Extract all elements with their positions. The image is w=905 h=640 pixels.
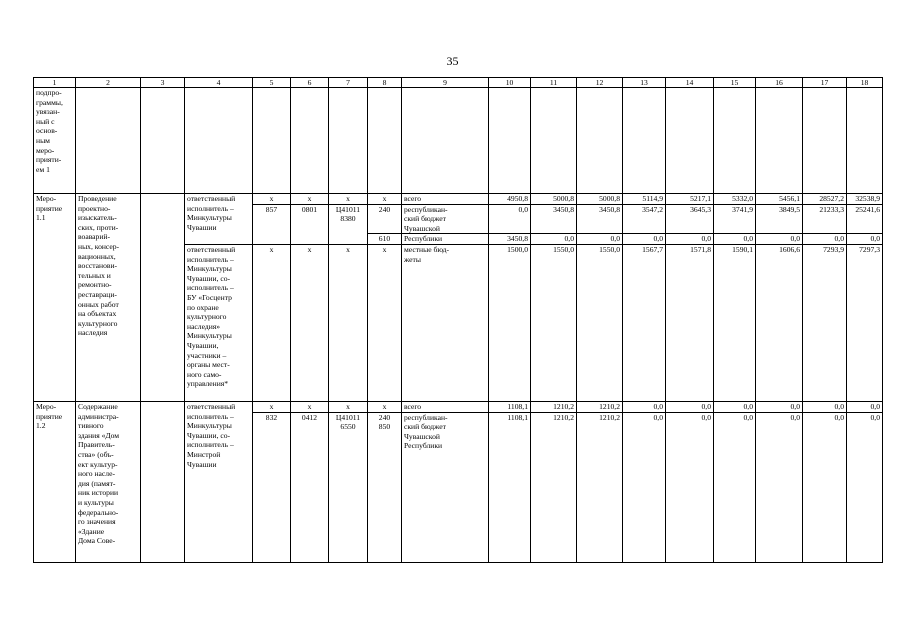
table-row bbox=[34, 194, 883, 205]
target-code: x bbox=[329, 401, 368, 412]
section-code: 0801 bbox=[291, 204, 329, 244]
column-number-11: 11 bbox=[531, 78, 577, 88]
budget-table bbox=[33, 77, 883, 563]
amount-cell: 7293,9 bbox=[803, 244, 847, 401]
empty-cell bbox=[141, 194, 185, 402]
target-code: Ц41011 8380 bbox=[329, 204, 368, 244]
column-number-row bbox=[34, 78, 883, 88]
amount-cell: 3450,8 bbox=[489, 234, 531, 245]
column-number-7: 7 bbox=[329, 78, 368, 88]
amount-cell: 0,0 bbox=[847, 412, 883, 562]
amount-cell: 0,0 bbox=[531, 234, 577, 245]
amount-cell: 4950,8 bbox=[489, 194, 531, 205]
amount-cell: 1210,2 bbox=[531, 401, 577, 412]
gov-code: 857 bbox=[253, 204, 291, 244]
column-number-6: 6 bbox=[291, 78, 329, 88]
amount-cell: 0,0 bbox=[623, 234, 666, 245]
measure-title: Проведение проектно- изыскатель- ских, проти- воаварий- ных, консер- вационных, восстанови- тельных и ремонтно- реставраци- онных работ на объектах культурного наследия bbox=[76, 194, 141, 402]
funding-source: местные бюд- жеты bbox=[402, 244, 489, 401]
amount-cell: 3645,3 bbox=[666, 204, 714, 234]
column-number-10: 10 bbox=[489, 78, 531, 88]
column-number-5: 5 bbox=[253, 78, 291, 88]
amount-cell: 1606,6 bbox=[756, 244, 803, 401]
section-code: x bbox=[291, 244, 329, 401]
amount-cell: 3450,8 bbox=[531, 204, 577, 234]
amount-cell: 3741,9 bbox=[714, 204, 756, 234]
column-number-16: 16 bbox=[756, 78, 803, 88]
amount-cell: 25241,6 bbox=[847, 204, 883, 234]
funding-source: Республики bbox=[402, 234, 489, 245]
amount-cell: 5000,8 bbox=[531, 194, 577, 205]
funding-source: всего bbox=[402, 194, 489, 205]
table-row bbox=[34, 401, 883, 412]
amount-cell: 1567,7 bbox=[623, 244, 666, 401]
section-code: x bbox=[291, 401, 329, 412]
amount-cell: 1108,1 bbox=[489, 412, 531, 562]
expense-type: 240 850 bbox=[368, 412, 402, 562]
column-number-8: 8 bbox=[368, 78, 402, 88]
empty-cell bbox=[141, 401, 185, 562]
amount-cell: 32538,9 bbox=[847, 194, 883, 205]
amount-cell: 0,0 bbox=[714, 412, 756, 562]
amount-cell: 0,0 bbox=[714, 401, 756, 412]
column-number-9: 9 bbox=[402, 78, 489, 88]
amount-cell: 0,0 bbox=[714, 234, 756, 245]
executor-cell: ответственный исполнитель – Минкультуры Чувашии, со- исполнитель – Минстрой Чувашии bbox=[185, 401, 253, 562]
expense-type: 240 bbox=[368, 204, 402, 234]
amount-cell: 1571,8 bbox=[666, 244, 714, 401]
amount-cell: 5456,1 bbox=[756, 194, 803, 205]
measure-code: Меро- приятие 1.1 bbox=[34, 194, 76, 402]
column-number-2: 2 bbox=[76, 78, 141, 88]
amount-cell: 21233,3 bbox=[803, 204, 847, 234]
amount-cell: 0,0 bbox=[847, 234, 883, 245]
gov-code: x bbox=[253, 244, 291, 401]
amount-cell: 0,0 bbox=[756, 234, 803, 245]
amount-cell: 1108,1 bbox=[489, 401, 531, 412]
amount-cell: 0,0 bbox=[756, 412, 803, 562]
target-code: x bbox=[329, 194, 368, 205]
funding-source: республикан- ский бюджет Чувашской Республики bbox=[402, 412, 489, 562]
amount-cell: 5332,0 bbox=[714, 194, 756, 205]
column-number-17: 17 bbox=[803, 78, 847, 88]
amount-cell: 0,0 bbox=[666, 412, 714, 562]
column-number-13: 13 bbox=[623, 78, 666, 88]
measure-title: Содержание администра- тивного здания «Дом Правитель- ства» (объ- ект культур- ного насле- дия (памят- ник истории и культуры федерально- го значения «Здание Дома Сове- bbox=[76, 401, 141, 562]
expense-type: x bbox=[368, 401, 402, 412]
amount-cell: 1210,2 bbox=[577, 412, 623, 562]
amount-cell: 1210,2 bbox=[577, 401, 623, 412]
amount-cell: 1550,0 bbox=[577, 244, 623, 401]
column-number-1: 1 bbox=[34, 78, 76, 88]
amount-cell: 5114,9 bbox=[623, 194, 666, 205]
gov-code: x bbox=[253, 194, 291, 205]
subprogram-cell: подпро- граммы, увязан- ный с основ- ным меро- прияти- ем 1 bbox=[34, 88, 76, 194]
executor-cell: ответственный исполнитель – Минкультуры Чувашии, со- исполнитель – БУ «Госцентр по охране культурного наследия» Минкультуры Чувашии, участники – органы мест- ного само- управления* bbox=[185, 244, 253, 401]
section-code: 0412 bbox=[291, 412, 329, 562]
gov-code: 832 bbox=[253, 412, 291, 562]
amount-cell: 0,0 bbox=[803, 412, 847, 562]
funding-source: всего bbox=[402, 401, 489, 412]
amount-cell: 3450,8 bbox=[577, 204, 623, 234]
amount-cell: 3849,5 bbox=[756, 204, 803, 234]
amount-cell: 5217,1 bbox=[666, 194, 714, 205]
amount-cell: 0,0 bbox=[623, 412, 666, 562]
expense-type: 610 bbox=[368, 234, 402, 245]
amount-cell: 1590,1 bbox=[714, 244, 756, 401]
amount-cell: 0,0 bbox=[803, 234, 847, 245]
amount-cell: 0,0 bbox=[666, 401, 714, 412]
amount-cell: 0,0 bbox=[666, 234, 714, 245]
table-row bbox=[34, 88, 883, 194]
amount-cell: 7297,3 bbox=[847, 244, 883, 401]
column-number-3: 3 bbox=[141, 78, 185, 88]
funding-source: республикан- ский бюджет Чувашской bbox=[402, 204, 489, 234]
amount-cell: 1500,0 bbox=[489, 244, 531, 401]
target-code: Ц41011 6550 bbox=[329, 412, 368, 562]
column-number-18: 18 bbox=[847, 78, 883, 88]
amount-cell: 28527,2 bbox=[803, 194, 847, 205]
amount-cell: 0,0 bbox=[577, 234, 623, 245]
section-code: x bbox=[291, 194, 329, 205]
amount-cell: 0,0 bbox=[847, 401, 883, 412]
amount-cell: 0,0 bbox=[803, 401, 847, 412]
executor-cell: ответственный исполнитель – Минкультуры Чувашии bbox=[185, 194, 253, 245]
column-number-15: 15 bbox=[714, 78, 756, 88]
column-number-4: 4 bbox=[185, 78, 253, 88]
amount-cell: 1210,2 bbox=[531, 412, 577, 562]
expense-type: x bbox=[368, 194, 402, 205]
amount-cell: 0,0 bbox=[623, 401, 666, 412]
target-code: x bbox=[329, 244, 368, 401]
page-number: 35 bbox=[446, 54, 459, 68]
amount-cell: 0,0 bbox=[489, 204, 531, 234]
amount-cell: 3547,2 bbox=[623, 204, 666, 234]
expense-type: x bbox=[368, 244, 402, 401]
amount-cell: 1550,0 bbox=[531, 244, 577, 401]
column-number-12: 12 bbox=[577, 78, 623, 88]
amount-cell: 5000,8 bbox=[577, 194, 623, 205]
measure-code: Меро- приятие 1.2 bbox=[34, 401, 76, 562]
gov-code: x bbox=[253, 401, 291, 412]
column-number-14: 14 bbox=[666, 78, 714, 88]
amount-cell: 0,0 bbox=[756, 401, 803, 412]
